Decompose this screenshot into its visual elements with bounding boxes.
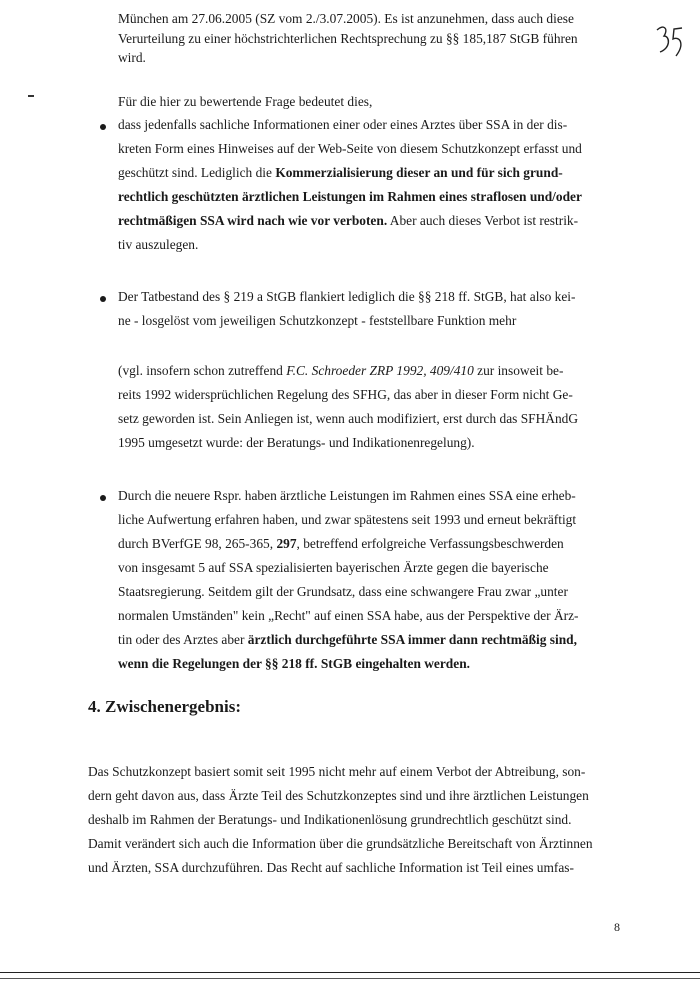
bold-span: Kommerzialisierung dieser an und für sich grund- bbox=[275, 165, 563, 180]
text-line: wird. bbox=[118, 50, 146, 65]
text-line: deshalb im Rahmen der Beratungs- und Indikationenlösung grundrechtlich geschützt sind. bbox=[88, 812, 572, 827]
text-line: Der Tatbestand des § 219 a StGB flankiert lediglich die §§ 218 ff. StGB, hat also kei- bbox=[118, 289, 576, 304]
text-line bbox=[118, 359, 618, 383]
result-paragraph bbox=[88, 760, 628, 880]
text-line: Das Schutzkonzept basiert somit seit 1995 nicht mehr auf einem Verbot der Abtreibung, son- bbox=[88, 764, 586, 779]
text-line: ne - losgelöst vom jeweiligen Schutzkonzept - feststellbare Funktion mehr bbox=[118, 313, 517, 328]
text-span: geschützt sind. Lediglich die bbox=[118, 165, 276, 180]
bullet-dot bbox=[100, 296, 106, 302]
bold-span: rechtmäßigen SSA wird nach wie vor verboten. bbox=[118, 213, 388, 228]
text-line: 1995 umgesetzt wurde: der Beratungs- und Indikationenregelung). bbox=[118, 435, 475, 450]
text-span: (vgl. insofern schon zutreffend bbox=[118, 363, 287, 378]
bullet-dot bbox=[100, 124, 106, 130]
text-span: zur insoweit be- bbox=[473, 363, 564, 378]
text-line: Damit verändert sich auch die Information über die grundsätzliche Bereitschaft von Ärztinnen bbox=[88, 836, 593, 851]
text-line: und Ärzten, SSA durchzuführen. Das Recht auf sachliche Information ist Teil eines umfas- bbox=[88, 860, 574, 875]
text-line: normalen Umständen" kein „Recht" auf einen SSA habe, aus der Perspektive der Ärz- bbox=[118, 608, 579, 623]
text-line: Verurteilung zu einer höchstrichterlichen Rechtsprechung zu §§ 185,187 StGB führen bbox=[118, 30, 578, 46]
text-line bbox=[118, 161, 618, 185]
text-line: reits 1992 widersprüchlichen Regelung des SFHG, das aber in dieser Form nicht Ge- bbox=[118, 387, 573, 402]
intro-text: Für die hier zu bewertende Frage bedeutet dies, bbox=[118, 94, 373, 109]
scan-edge-line bbox=[0, 972, 700, 973]
text-line: Staatsregierung. Seitdem gilt der Grundsatz, dass eine schwangere Frau zwar „unter bbox=[118, 584, 568, 599]
bold-span: 297 bbox=[276, 536, 297, 551]
reference-paragraph bbox=[118, 359, 618, 455]
text-line: setz geworden ist. Sein Anliegen ist, wenn auch modifiziert, erst durch das SFHÄndG bbox=[118, 411, 579, 426]
bullet-item-3 bbox=[118, 484, 628, 676]
text-line: München am 27.06.2005 (SZ vom 2./3.07.2005). Es ist anzunehmen, dass auch diese bbox=[118, 11, 574, 26]
text-line bbox=[118, 628, 628, 652]
text-line bbox=[118, 532, 628, 556]
text-line: tiv auszulegen. bbox=[118, 237, 199, 252]
bullet-item-1 bbox=[118, 113, 618, 257]
handwritten-page-mark bbox=[654, 22, 688, 60]
text-line: von insgesamt 5 auf SSA spezialisierten bayerischen Ärzte gegen die bayerische bbox=[118, 560, 549, 575]
scan-edge-line bbox=[0, 978, 700, 979]
text-line bbox=[118, 185, 618, 209]
bullet-item-2 bbox=[118, 285, 618, 333]
bold-span: ärztlich durchgeführte SSA immer dann rechtmäßig sind, bbox=[247, 632, 577, 647]
text-span: tin oder des Arztes aber bbox=[118, 632, 248, 647]
scan-mark bbox=[28, 95, 34, 97]
page-number: 8 bbox=[614, 920, 620, 934]
top-paragraph bbox=[118, 9, 638, 68]
text-line: dass jedenfalls sachliche Informationen einer oder eines Arztes über SSA in der dis- bbox=[118, 117, 568, 132]
text-span: , betreffend erfolgreiche Verfassungsbeschwerden bbox=[296, 536, 564, 551]
section-heading: 4. Zwischenergebnis: bbox=[88, 697, 241, 716]
bold-span: wenn die Regelungen der §§ 218 ff. StGB eingehalten werden. bbox=[118, 656, 470, 671]
text-line bbox=[118, 652, 628, 676]
bold-span: rechtlich geschützten ärztlichen Leistungen im Rahmen eines straflosen und/oder bbox=[118, 189, 582, 204]
text-line: dern geht davon aus, dass Ärzte Teil des Schutzkonzeptes sind und ihre ärztlichen Leistungen bbox=[88, 788, 589, 803]
text-line: kreten Form eines Hinweises auf der Web-Seite von diesem Schutzkonzept erfasst und bbox=[118, 141, 582, 156]
bullet-dot bbox=[100, 495, 106, 501]
text-span: durch BVerfGE 98, 265-365, bbox=[118, 536, 277, 551]
text-line bbox=[118, 209, 618, 233]
text-line: liche Aufwertung erfahren haben, und zwar spätestens seit 1993 und erneut bekräftigt bbox=[118, 512, 577, 527]
citation: F.C. Schroeder ZRP 1992, 409/410 bbox=[286, 363, 474, 378]
text-span: Aber auch dieses Verbot ist restrik- bbox=[387, 213, 579, 228]
text-line: Durch die neuere Rspr. haben ärztliche Leistungen im Rahmen eines SSA eine erheb- bbox=[118, 488, 576, 503]
